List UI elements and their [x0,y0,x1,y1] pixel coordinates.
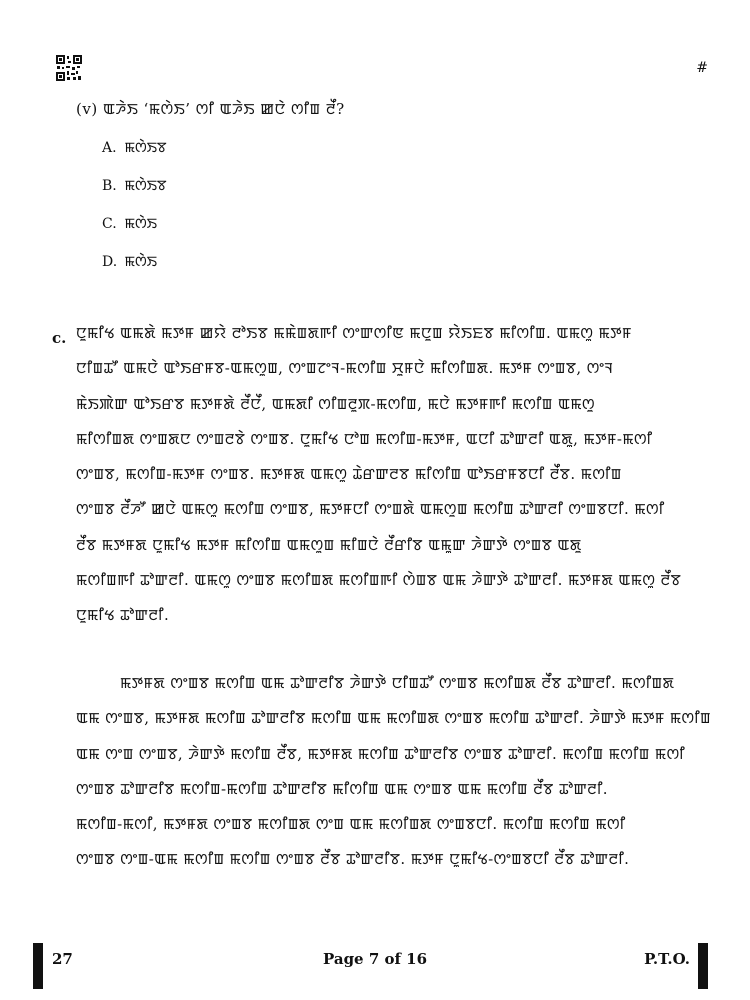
option-letter: B. [102,178,117,194]
option-letter: A. [102,140,117,156]
passage-line: ꯃꯁꯤꯡ-ꯃꯁꯤ, ꯃꯇꯝꯗ ꯁꯦꯡꯕ ꯃꯁꯤꯡꯗ ꯁꯦꯡ ꯑꯃ ꯃꯁꯤꯡꯗ ꯁꯦꯡꯕꯅꯤ. ꯃꯁꯤꯡ ꯃꯁꯤꯡ ꯃꯁꯤ [76,815,626,834]
option-text: ꯃꯁꯥꯏꯕ [124,140,167,156]
passage-line: ꯑꯃ ꯁꯦꯡ ꯁꯦꯡꯕ, ꯍꯥꯛꯇꯥ ꯃꯁꯤꯡ ꯂꯩꯕ, ꯃꯇꯝꯗ ꯃꯁꯤꯡ ꯊꯣꯛꯂꯤꯕ ꯁꯦꯡꯕ ꯊꯣꯛꯂꯤ. ꯃꯁꯤꯡ ꯃꯁꯤꯡ ꯃꯁꯤ [76,744,686,763]
option-text: ꯃꯁꯥꯏꯕ [124,178,167,194]
option-d [102,252,167,290]
passage-line: ꯁꯦꯡꯕ ꯁꯦꯡ-ꯑꯃ ꯃꯁꯤꯡ ꯃꯁꯤꯡ ꯁꯦꯡꯕ ꯂꯩꯕ ꯊꯣꯛꯂꯤꯕ. ꯃꯇꯝ ꯅꯨꯃꯤꯠ-ꯁꯦꯡꯕꯅꯤ ꯂꯩꯕ ꯊꯣꯛꯂꯤ. [76,850,630,869]
question-line [76,98,345,119]
option-letter: D. [102,254,118,270]
option-a [102,138,167,176]
option-c [102,214,167,252]
passage-line: ꯃꯇꯝꯗ ꯁꯦꯡꯕ ꯃꯁꯤꯡ ꯑꯃ ꯊꯣꯛꯂꯤꯕ ꯍꯥꯛꯇꯥ ꯅꯤꯡꯊꯧ ꯁꯦꯡꯕ ꯃꯁꯤꯡꯗ ꯂꯩꯕ ꯊꯣꯛꯂꯤ. ꯃꯁꯤꯡꯗ [120,674,675,692]
question-text: ꯑꯍꯥꯏ ‘ꯃꯁꯥꯏ’ ꯁꯤ ꯑꯍꯥꯏ ꯀꯅꯥ ꯁꯤꯡ ꯂꯩ? [102,100,345,118]
passage-line: ꯅꯨꯃꯤꯠ ꯑꯃꯗꯥ ꯃꯇꯝ ꯀꯌꯥ ꯂꯣꯏꯕ ꯃꯃꯥꯡꯗꯒꯤ ꯁꯦꯛꯁꯤꯟ ꯃꯅꯨꯡ ꯌꯥꯏꯐꯕ ꯃꯤꯁꯤꯡ. ꯑꯃꯁꯨ ꯃꯇꯝ [76,324,632,342]
passage-line: ꯁꯦꯡꯕ ꯂꯩꯍꯧ ꯀꯅꯥ ꯑꯃꯁꯨ ꯃꯁꯤꯡ ꯁꯦꯡꯕ, ꯃꯇꯝꯅꯤ ꯁꯦꯡꯗꯥ ꯑꯃꯁꯨꯡ ꯃꯁꯤꯡ ꯊꯣꯛꯂꯤ ꯁꯦꯡꯕꯅꯤ. ꯃꯁꯤ [76,500,665,519]
option-text: ꯃꯁꯥꯏ [124,254,158,270]
passage-line: ꯃꯁꯤꯡꯒꯤ ꯊꯣꯛꯂꯤ. ꯑꯃꯁꯨ ꯁꯦꯡꯕ ꯃꯁꯤꯡꯗ ꯃꯁꯤꯡꯒꯤ ꯁꯥꯡꯕ ꯑꯃ ꯍꯥꯛꯇꯥ ꯊꯣꯛꯂꯤ. ꯃꯇꯝꯗ ꯑꯃꯁꯨ ꯂꯩꯕ [76,571,682,590]
pto-label: P.T.O. [644,950,690,968]
corner-mark: # [696,60,708,76]
passage-line: ꯃꯥꯏꯄꯥꯛ ꯑꯣꯏꯔꯕ ꯃꯇꯝꯗꯥ ꯂꯩꯅꯩ, ꯑꯃꯗꯤ ꯁꯤꯡꯂꯨꯞ-ꯃꯁꯤꯡ, ꯃꯅꯥ ꯃꯇꯝꯒꯤ ꯃꯁꯤꯡ ꯑꯃꯁꯨ [76,394,595,413]
passage-line: ꯅꯨꯃꯤꯠ ꯊꯣꯛꯂꯤ. [76,606,170,625]
passage-line: ꯅꯤꯡꯊꯧ ꯑꯃꯅꯥ ꯑꯣꯏꯔꯝꯕ-ꯑꯃꯁꯨꯡ, ꯁꯦꯡꯖꯦꯜ-ꯃꯁꯤꯡ ꯆꯨꯝꯅꯥ ꯃꯤꯁꯤꯡꯗ. ꯃꯇꯝ ꯁꯦꯡꯕ, ꯁꯦꯜ [76,359,614,378]
passage-paragraph-1 [76,316,716,634]
passage-line: ꯃꯤꯁꯤꯡꯗ ꯁꯦꯡꯗꯅ ꯁꯦꯡꯂꯕꯥ ꯁꯦꯡꯕ. ꯅꯨꯃꯤꯠ ꯅꯣꯡ ꯃꯁꯤꯡ-ꯃꯇꯝ, ꯑꯅꯤ ꯊꯣꯛꯂꯤ ꯑꯗꯨ, ꯃꯇꯝ-ꯃꯁꯤ [76,429,653,448]
passage-line: ꯁꯦꯡꯕ ꯊꯣꯛꯂꯤꯕ ꯃꯁꯤꯡ-ꯃꯁꯤꯡ ꯊꯣꯛꯂꯤꯕ ꯃꯤꯁꯤꯡ ꯑꯃ ꯁꯦꯡꯕ ꯑꯃ ꯃꯁꯤꯡ ꯂꯩꯕ ꯊꯣꯛꯂꯤ. [76,779,608,798]
section-label: c. [52,329,67,347]
passage-line: ꯁꯦꯡꯕ, ꯃꯁꯤꯡ-ꯃꯇꯝ ꯁꯦꯡꯕ. ꯃꯇꯝꯗ ꯑꯃꯁꯨ ꯊꯥꯔꯛꯂꯕ ꯃꯤꯁꯤꯡ ꯑꯣꯏꯔꯝꯕꯅꯤ ꯂꯩꯕ. ꯃꯁꯤꯡ [76,465,622,484]
passage-line: ꯂꯩꯕ ꯃꯇꯝꯗ ꯅꯨꯃꯤꯠ ꯃꯇꯝ ꯃꯤꯁꯤꯡ ꯑꯃꯁꯨꯡ ꯃꯤꯡꯅꯥ ꯂꯩꯔꯤꯕ ꯑꯃꯨꯛ ꯍꯥꯛꯇꯥ ꯁꯦꯡꯕ ꯑꯗꯨ [76,535,582,554]
footer-right-bar [698,943,708,989]
option-letter: C. [102,216,117,232]
passage-line: ꯑꯃ ꯁꯦꯡꯕ, ꯃꯇꯝꯗ ꯃꯁꯤꯡ ꯊꯣꯛꯂꯤꯕ ꯃꯁꯤꯡ ꯑꯃ ꯃꯁꯤꯡꯗ ꯁꯦꯡꯕ ꯃꯁꯤꯡ ꯊꯣꯛꯂꯤ. ꯍꯥꯛꯇꯥ ꯃꯇꯝ ꯃꯁꯤꯡ [76,709,712,728]
answer-options [102,138,167,290]
option-text: ꯃꯁꯥꯏ [124,216,158,232]
footer-number: 27 [52,950,73,968]
page-indicator: Page 7 of 16 [322,950,428,968]
question-number: (v) [76,100,98,118]
option-b [102,176,167,214]
qr-code-icon [56,55,82,81]
passage-paragraph-2 [76,666,716,878]
